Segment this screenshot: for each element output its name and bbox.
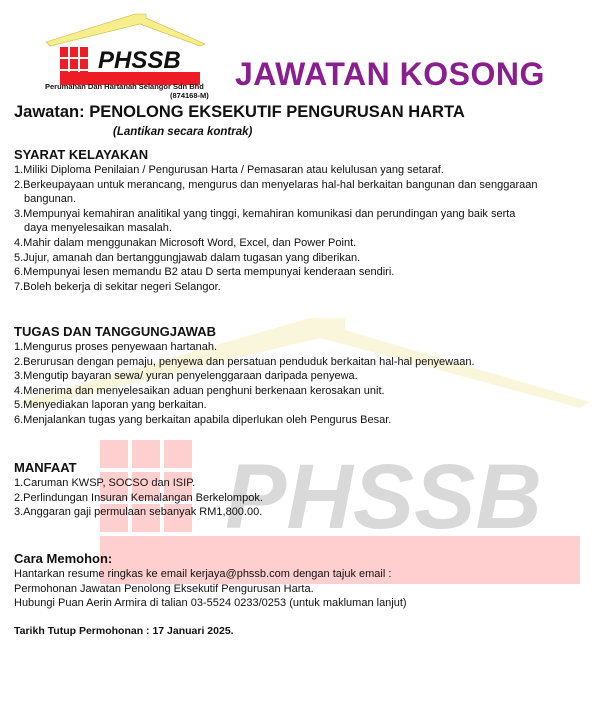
duty-item: 5.Menyediakan laporan yang berkaitan.: [14, 399, 207, 412]
requirement-item: bangunan.: [24, 193, 76, 206]
benefit-item: 2.Perlindungan Insuran Kemalangan Berkelompok.: [14, 491, 263, 504]
duty-item: 6.Menjalankan tugas yang berkaitan apabila diperlukan oleh Pengurus Besar.: [14, 413, 392, 426]
duties-section: [14, 323, 475, 428]
svg-text:PHSSB: PHSSB: [98, 47, 181, 74]
apply-line: Permohonan Jawatan Penolong Eksekutif Pengurusan Harta.: [14, 582, 314, 595]
benefit-item: 1.Caruman KWSP, SOCSO dan ISIP.: [14, 477, 196, 489]
svg-text:PHSSB: PHSSB: [225, 446, 542, 548]
requirement-item: daya menyelesaikan masalah.: [24, 222, 172, 235]
requirement-item: 5.Jujur, amanah dan bertanggungjawab dalam tugasan yang diberikan.: [14, 251, 361, 264]
duty-item: 2.Berurusan dengan pemaju, penyewa dan persatuan penduduk berkaitan hal-hal penyewaan.: [14, 355, 475, 368]
benefits-section: [14, 459, 263, 520]
company-name: Perumahan Dan Hartanah Selangor Sdn Bhd: [45, 82, 204, 91]
company-reg-no: (874168-M): [170, 91, 209, 100]
apply-section: [14, 550, 407, 611]
job-label: Jawatan:: [14, 103, 85, 121]
requirement-item: 6.Mempunyai lesen memandu B2 atau D serta mempunyai kenderaan sendiri.: [14, 266, 395, 279]
duty-item: 1.Mengurus proses penyewaan hartanah.: [14, 341, 218, 353]
job-title: [14, 103, 465, 122]
requirements-section: [14, 146, 537, 294]
requirement-item: 4.Mahir dalam menggunakan Microsoft Word, Excel, dan Power Point.: [14, 236, 357, 249]
apply-line: Hubungi Puan Aerin Armira di talian 03-5524 0233/0253 (untuk makluman lanjut): [14, 597, 407, 610]
apply-heading: Cara Memohon:: [14, 551, 113, 566]
requirement-item: 7.Boleh bekerja di sekitar negeri Selangor.: [14, 280, 221, 293]
benefit-item: 3.Anggaran gaji permulaan sebanyak RM1,800.00.: [14, 506, 263, 519]
requirement-item: 3.Mempunyai kemahiran analitikal yang tinggi, kemahiran komunikasi dan perundingan yang baik serta: [14, 207, 516, 220]
requirements-heading: SYARAT KELAYAKAN: [14, 147, 149, 162]
duty-item: 4.Menerima dan menyelesaikan aduan penghuni berkenaan kerosakan unit.: [14, 384, 385, 397]
duty-item: 3.Mengutip bayaran sewa/ yuran penyelenggaraan daripada penyewa.: [14, 370, 358, 383]
duties-heading: TUGAS DAN TANGGUNGJAWAB: [14, 324, 216, 339]
job-position: PENOLONG EKSEKUTIF PENGURUSAN HARTA: [89, 103, 465, 121]
apply-line: Hantarkan resume ringkas ke email kerjaya@phssb.com dengan tajuk email :: [14, 568, 392, 580]
contract-note: (Lantikan secara kontrak): [113, 126, 253, 138]
closing-date: Tarikh Tutup Permohonan : 17 Januari 2025.: [14, 625, 234, 637]
benefits-heading: MANFAAT: [14, 460, 77, 475]
requirement-item: 1.Miliki Diploma Penilaian / Pengurusan Harta / Pemasaran atau kelulusan yang setaraf.: [14, 164, 444, 176]
requirement-item: 2.Berkeupayaan untuk merancang, mengurus dan menyelaras hal-hal berkaitan bangunan dan senggaraan: [14, 178, 538, 191]
page-title: JAWATAN KOSONG: [235, 56, 545, 92]
